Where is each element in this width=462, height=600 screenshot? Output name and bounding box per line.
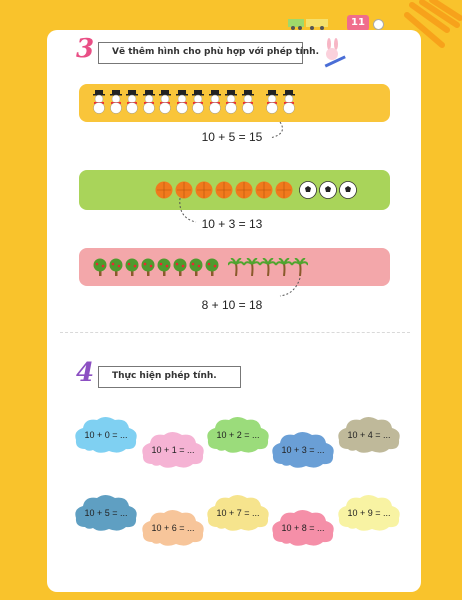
snowman-icon <box>265 90 279 118</box>
soccer-ball-icon <box>319 181 337 203</box>
exercise-3-instruction: Vẽ thêm hình cho phù hợp với phép tính. <box>112 47 319 57</box>
calculation-cloud <box>205 493 271 533</box>
equation-row-1: 10 + 5 = 15 <box>201 130 263 144</box>
calculation-text: 10 + 2 = ... <box>216 430 260 440</box>
snowman-icon <box>158 90 172 118</box>
bunny-pencil-icon <box>320 38 348 72</box>
tree-icon <box>92 258 108 280</box>
calculation-text: 10 + 9 = ... <box>347 508 391 518</box>
tree-icon <box>108 258 124 280</box>
calculation-cloud <box>140 508 206 548</box>
exercise-3-number: 3 <box>76 34 95 64</box>
equation-row-2: 10 + 3 = 13 <box>201 217 263 231</box>
calculation-cloud <box>140 430 206 470</box>
calculation-text: 10 + 5 = ... <box>84 508 128 518</box>
snowman-icon <box>142 90 156 118</box>
calculation-text: 10 + 4 = ... <box>347 430 391 440</box>
calculation-cloud <box>205 415 271 455</box>
calculation-cloud <box>73 415 139 455</box>
calculation-text: 10 + 3 = ... <box>281 445 325 455</box>
tree-icon <box>140 258 156 280</box>
snowman-icon <box>241 90 255 118</box>
calculation-cloud <box>270 430 336 470</box>
calculation-cloud <box>73 493 139 533</box>
calculation-cloud <box>336 493 402 533</box>
tree-icon <box>124 258 140 280</box>
snowman-icon <box>224 90 238 118</box>
calculation-text: 10 + 6 = ... <box>151 523 195 533</box>
calculation-text: 10 + 1 = ... <box>151 445 195 455</box>
snowman-icon <box>109 90 123 118</box>
exercise-4-number: 4 <box>76 358 95 388</box>
snowman-icon <box>92 90 106 118</box>
calculation-text: 10 + 7 = ... <box>216 508 260 518</box>
exercise-4-instruction: Thực hiện phép tính. <box>112 371 217 381</box>
calculation-text: 10 + 0 = ... <box>84 430 128 440</box>
page-number: 11 <box>347 15 369 31</box>
snowman-icon <box>282 90 296 118</box>
dot-icon <box>373 19 384 30</box>
equation-row-3: 8 + 10 = 18 <box>201 298 263 312</box>
section-divider <box>60 332 410 335</box>
calculation-cloud <box>336 415 402 455</box>
dashed-arrows <box>170 118 310 318</box>
snowman-icon <box>191 90 205 118</box>
calculation-cloud <box>270 508 336 548</box>
calculation-text: 10 + 8 = ... <box>281 523 325 533</box>
snowman-icon <box>175 90 189 118</box>
soccer-ball-icon <box>339 181 357 203</box>
snowman-icon <box>208 90 222 118</box>
snowman-icon <box>125 90 139 118</box>
